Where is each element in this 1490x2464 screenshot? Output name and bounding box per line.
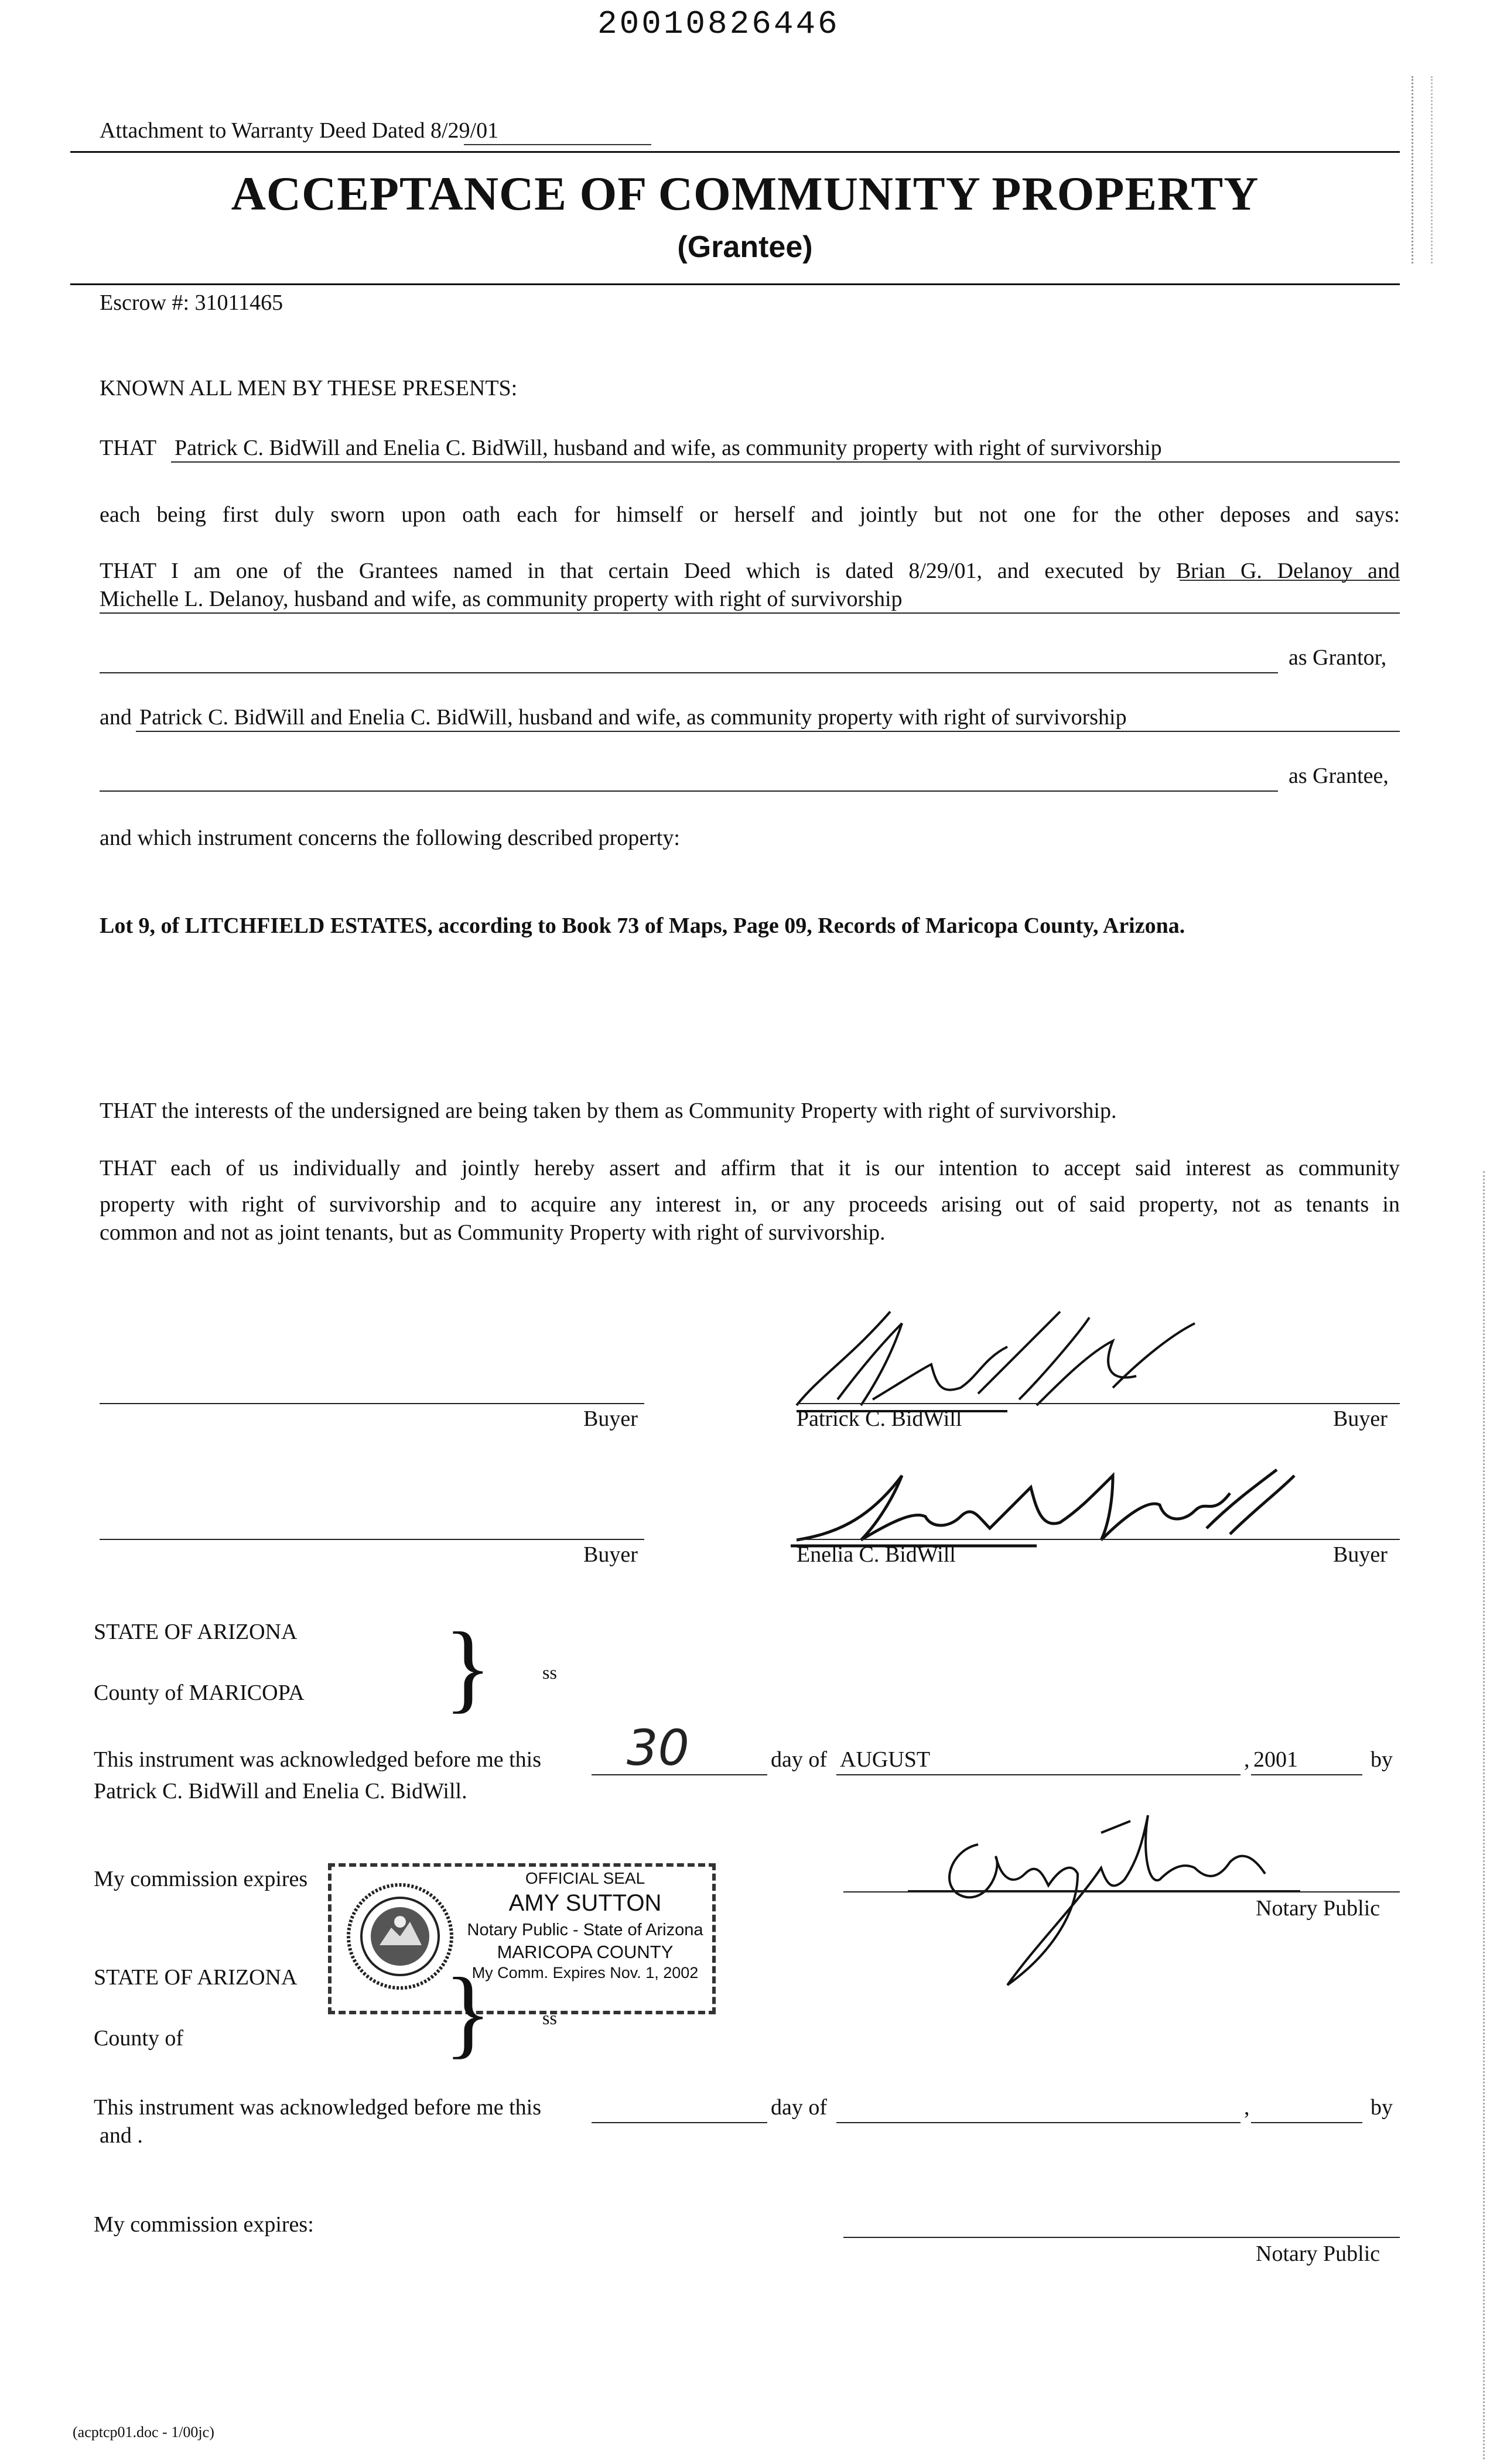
buyer-label-right-1: Buyer <box>1333 1406 1388 1431</box>
notary-seal-stamp <box>328 1863 716 2014</box>
venue-brace-1: } <box>444 1612 492 1722</box>
document-number: 20010826446 <box>597 5 840 43</box>
ack2-year-line <box>1251 2122 1362 2123</box>
commission-expires-2: My commission expires: <box>94 2212 314 2237</box>
state-2: STATE OF ARIZONA <box>94 1965 298 1990</box>
and-label: and <box>100 705 132 730</box>
ack2-month-line <box>836 2122 1240 2123</box>
deed-line-1: THAT I am one of the Grantees named in that certain Deed which is dated 8/29/01, and executed by Brian G. Delanoy and <box>100 559 1400 583</box>
grantee-names: Patrick C. BidWill and Enelia C. BidWill, husband and wife, as community property with right of survivorship <box>175 436 1162 460</box>
grantor-blank-line <box>100 672 1278 673</box>
ack2-day-line <box>592 2122 767 2123</box>
seal-line-3: Notary Public - State of Arizona <box>467 1921 703 1939</box>
buyer-signature-line-left-2 <box>100 1539 644 1540</box>
state-1: STATE OF ARIZONA <box>94 1620 298 1644</box>
notary-signature-line-1 <box>843 1891 1400 1893</box>
enelia-signature <box>785 1452 1312 1552</box>
buyer1-name: Patrick C. BidWill <box>797 1406 962 1431</box>
ack1-comma: , <box>1244 1747 1250 1772</box>
ack1-prefix: This instrument was acknowledged before me this <box>94 1747 542 1772</box>
buyer-signature-line-left-1 <box>100 1403 644 1404</box>
ack1-year-line <box>1251 1774 1362 1775</box>
seal-line-1: OFFICIAL SEAL <box>525 1869 645 1887</box>
that-label: THAT <box>100 436 157 460</box>
buyer-signature-line-right-2 <box>797 1539 1400 1540</box>
escrow-number: Escrow #: 31011465 <box>100 290 283 315</box>
affirm-line-1: THAT each of us individually and jointly hereby assert and affirm that it is our intention to accept said interest as community <box>100 1156 1400 1180</box>
known-all-men: KNOWN ALL MEN BY THESE PRESENTS: <box>100 376 518 401</box>
concerns-statement: and which instrument concerns the following described property: <box>100 826 680 850</box>
ack2-day-of: day of <box>771 2095 828 2120</box>
ack1-month-line <box>836 1774 1240 1775</box>
legal-description: Lot 9, of LITCHFIELD ESTATES, according to Book 73 of Maps, Page 09, Records of Maricopa County, Arizona. <box>100 913 1185 938</box>
affirm-line-2: property with right of survivorship and to acquire any interest in, or any proceeds arising out of said property, not as tenants in <box>100 1192 1400 1217</box>
venue-brace-2: } <box>444 1957 492 2068</box>
seal-line-4: MARICOPA COUNTY <box>497 1942 674 1962</box>
attachment-line: Attachment to Warranty Deed Dated 8/29/01 <box>100 118 499 143</box>
buyer-label-right-2: Buyer <box>1333 1542 1388 1567</box>
scan-edge-marks <box>1483 1171 1486 2459</box>
grantee-names-line <box>171 461 1400 463</box>
deed-line-2: Michelle L. Delanoy, husband and wife, as community property with right of survivorship <box>100 587 903 611</box>
seal-line-2: AMY SUTTON <box>508 1890 662 1916</box>
buyer2-name: Enelia C. BidWill <box>797 1542 956 1567</box>
ack2-comma: , <box>1244 2095 1250 2120</box>
grantee-names-2: Patrick C. BidWill and Enelia C. BidWill, husband and wife, as community property with right of survivorship <box>139 705 1127 730</box>
ack2-by: by <box>1371 2095 1393 2120</box>
page-title: ACCEPTANCE OF COMMUNITY PROPERTY <box>231 167 1259 220</box>
ss-1: ss <box>542 1662 557 1683</box>
ack1-day-of: day of <box>771 1747 828 1772</box>
ack1-by: by <box>1371 1747 1393 1772</box>
affirm-line-3: common and not as joint tenants, but as Community Property with right of survivorship. <box>100 1220 886 1245</box>
ss-2: ss <box>542 2007 557 2028</box>
notary-signature-line-2 <box>843 2237 1400 2238</box>
grantee-blank-line <box>100 790 1278 792</box>
notary-public-label-2: Notary Public <box>1256 2241 1380 2266</box>
buyer-signature-line-right-1 <box>797 1403 1400 1404</box>
page-subtitle: (Grantee) <box>677 230 813 264</box>
as-grantor-label: as Grantor, <box>1289 645 1387 670</box>
buyer-label-left-1: Buyer <box>583 1406 638 1431</box>
header-rule-top <box>70 151 1400 153</box>
county-1: County of MARICOPA <box>94 1681 305 1705</box>
interests-statement: THAT the interests of the undersigned are being taken by them as Community Property with right of survivorship. <box>100 1098 1117 1123</box>
ack1-names: Patrick C. BidWill and Enelia C. BidWill. <box>94 1779 467 1803</box>
header-rule-bottom <box>70 283 1400 285</box>
as-grantee-label: as Grantee, <box>1289 764 1389 788</box>
ack1-year: 2001 <box>1253 1747 1298 1772</box>
grantor-names-underline-1 <box>1180 580 1400 581</box>
notary-signature <box>902 1798 1300 1997</box>
attachment-date-underline <box>464 144 651 145</box>
ack2-prefix: This instrument was acknowledged before me this <box>94 2095 542 2120</box>
grantor-names-underline-2 <box>100 612 1400 614</box>
commission-expires-1: My commission expires <box>94 1867 308 1891</box>
ack2-names: and . <box>100 2123 143 2148</box>
footer-file-ref: (acptcp01.doc - 1/00jc) <box>73 2424 214 2441</box>
seal-line-5: My Comm. Expires Nov. 1, 2002 <box>471 1964 699 1982</box>
sworn-statement: each being first duly sworn upon oath each for himself or herself and jointly but not one for the other deposes and says: <box>100 502 1400 527</box>
buyer-label-left-2: Buyer <box>583 1542 638 1567</box>
county-2: County of <box>94 2026 184 2051</box>
ack1-month: AUGUST <box>840 1747 931 1772</box>
notary-public-label-1: Notary Public <box>1256 1896 1380 1921</box>
arizona-seal-icon <box>344 1881 456 1992</box>
grantee-names-2-line <box>136 731 1400 732</box>
ack1-day-handwritten: 30 <box>627 1719 689 1777</box>
